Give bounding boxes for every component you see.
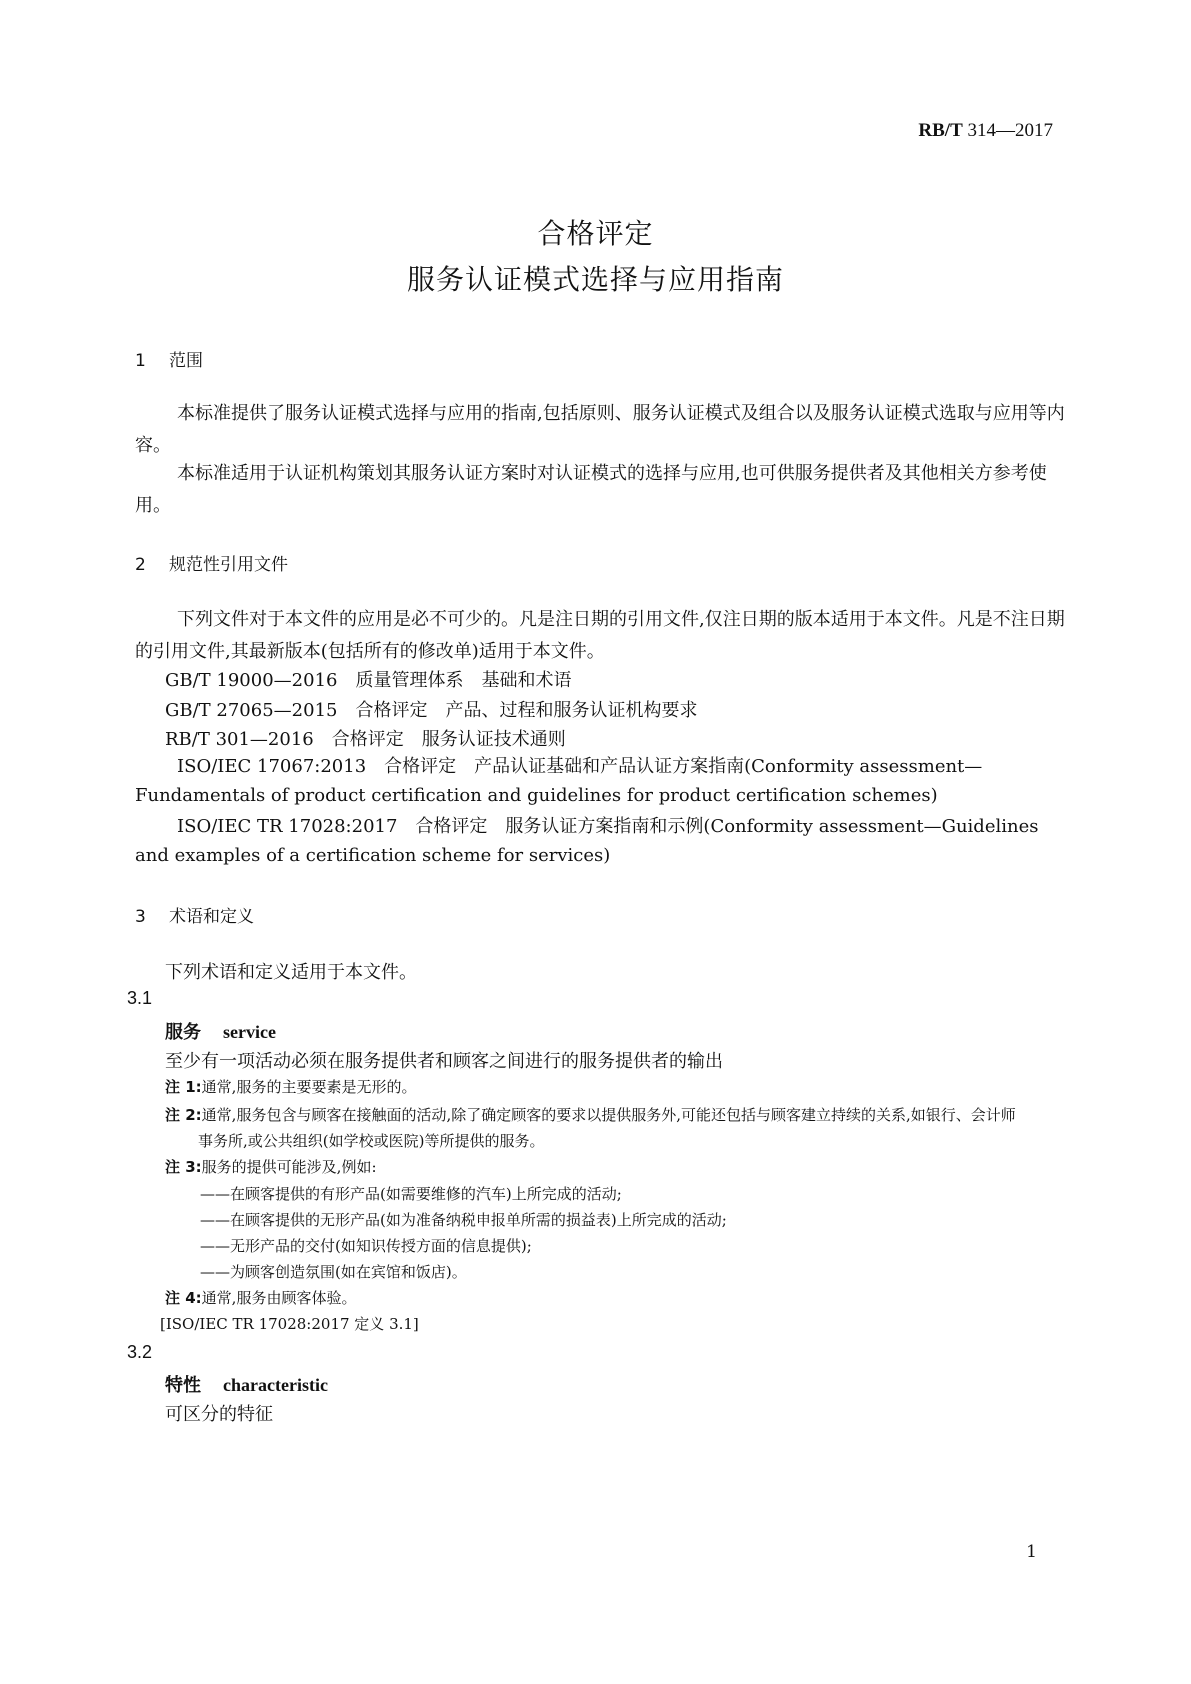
section-2-heading: 2 规范性引用文件 — [135, 555, 288, 575]
note-4: 注 4:通常,服务由顾客体验。 — [165, 1289, 357, 1307]
note-2: 注 2:通常,服务包含与顾客在接触面的活动,除了确定顾客的要求以提供服务外,可能还包括与顾客建立持续的关系,如银行、会计师事务所,或公共组织(如学校或医院)等所提供的服务。 — [165, 1106, 1016, 1150]
note-list-item: ——为顾客创造氛围(如在宾馆和饭店)。 — [200, 1263, 467, 1281]
section-1-paragraph-2: 本标准适用于认证机构策划其服务认证方案时对认证模式的选择与应用,也可供服务提供者及其他相关方参考使用。 — [135, 463, 1047, 516]
term-heading: 服务 service — [165, 1022, 276, 1043]
section-3-intro: 下列术语和定义适用于本文件。 — [165, 962, 417, 983]
section-3-heading: 3 术语和定义 — [135, 907, 254, 927]
section-1-paragraph-1: 本标准提供了服务认证模式选择与应用的指南,包括原则、服务认证模式及组合以及服务认证模式选取与应用等内容。 — [135, 403, 1065, 456]
reference-item: GB/T 19000—2016 质量管理体系 基础和术语 — [165, 670, 572, 691]
term-heading: 特性 characteristic — [165, 1375, 328, 1396]
title-line-2: 服务认证模式选择与应用指南 — [406, 263, 784, 296]
reference-item: GB/T 27065—2015 合格评定 产品、过程和服务认证机构要求 — [165, 700, 698, 721]
document-number: RB/T 314—2017 — [918, 120, 1053, 141]
note-list-item: ——在顾客提供的无形产品(如为准备纳税申报单所需的损益表)上所完成的活动; — [200, 1211, 727, 1229]
section-2-paragraph: 下列文件对于本文件的应用是必不可少的。凡是注日期的引用文件,仅注日期的版本适用于本文件。凡是不注日期的引用文件,其最新版本(包括所有的修改单)适用于本文件。 — [135, 609, 1065, 662]
term-source: [ISO/IEC TR 17028:2017 定义 3.1] — [160, 1315, 419, 1333]
term-definition: 至少有一项活动必须在服务提供者和顾客之间进行的服务提供者的输出 — [165, 1051, 723, 1072]
reference-item: ISO/IEC 17067:2013 合格评定 产品认证基础和产品认证方案指南(Conformity assessment—Fundamentals of product certification and guidelines for product certification schemes) — [135, 756, 983, 806]
reference-item: ISO/IEC TR 17028:2017 合格评定 服务认证方案指南和示例(Conformity assessment—Guidelines and examples of a certification scheme for services) — [135, 816, 1039, 866]
reference-item: RB/T 301—2016 合格评定 服务认证技术通则 — [165, 729, 566, 750]
note-list-item: ——无形产品的交付(如知识传授方面的信息提供); — [200, 1237, 532, 1255]
section-1-heading: 1 范围 — [135, 351, 203, 371]
note-list-item: ——在顾客提供的有形产品(如需要维修的汽车)上所完成的活动; — [200, 1185, 622, 1203]
title-line-1: 合格评定 — [537, 217, 654, 250]
page-number: 1 — [1026, 1542, 1037, 1562]
note-1: 注 1:通常,服务的主要要素是无形的。 — [165, 1078, 417, 1096]
term-number: 3.1 — [127, 988, 153, 1008]
note-3: 注 3:服务的提供可能涉及,例如: — [165, 1158, 377, 1176]
term-number: 3.2 — [127, 1342, 153, 1362]
term-definition: 可区分的特征 — [165, 1404, 273, 1425]
